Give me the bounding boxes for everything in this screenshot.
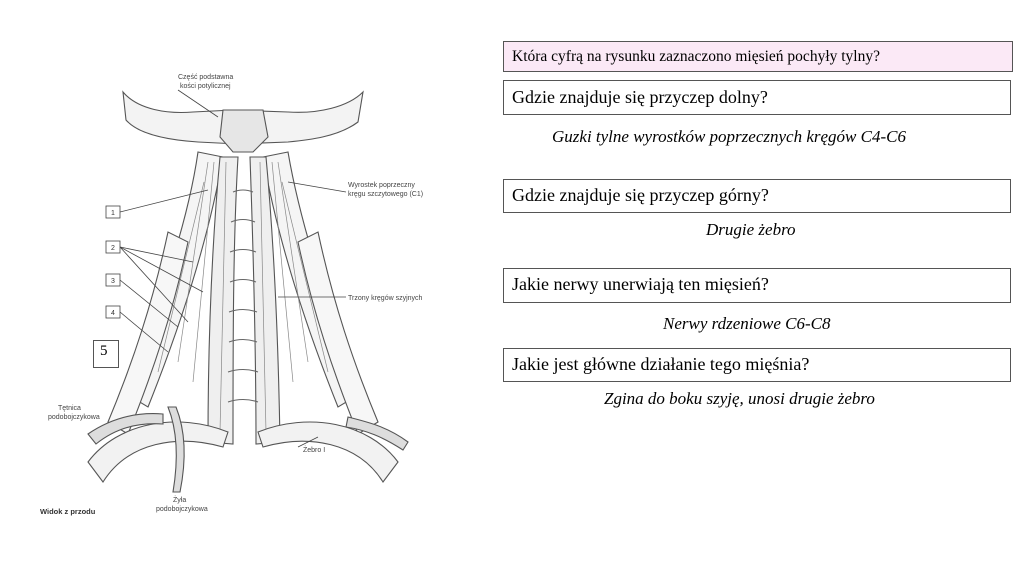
label-artery-2: podobojczykowa — [48, 414, 100, 421]
label-occipital-1: Część podstawna — [178, 74, 234, 81]
label-vein-2: podobojczykowa — [156, 506, 208, 513]
anatomy-drawing — [28, 62, 458, 532]
question-5-box: Jakie jest główne działanie tego mięśnia? — [503, 348, 1011, 382]
label-artery-1: Tętnica — [58, 405, 81, 412]
neck-muscles-illustration — [28, 62, 458, 532]
figure-number-3: 3 — [111, 278, 115, 285]
question-4-box: Jakie nerwy unerwiają ten mięsień? — [503, 268, 1011, 303]
figure-number-1: 1 — [111, 210, 115, 217]
figure-number-2: 2 — [111, 245, 115, 252]
answer-2-text: Guzki tylne wyrostków poprzecznych kręgów C4-C6 — [552, 127, 906, 146]
question-2-box: Gdzie znajduje się przyczep dolny? — [503, 80, 1011, 115]
label-view: Widok z przodu — [40, 507, 96, 516]
label-transverse-1: Wyrostek poprzeczny — [348, 182, 415, 189]
label-occipital-2: kości potylicznej — [180, 83, 231, 90]
label-vertebrae: Trzony kręgów szyjnych — [348, 295, 423, 302]
answer-number-box: 5 — [93, 340, 119, 368]
label-vein-1: Żyła — [173, 497, 187, 504]
answer-4-text: Nerwy rdzeniowe C6-C8 — [663, 314, 831, 333]
label-transverse-2: kręgu szczytowego (C1) — [348, 191, 424, 198]
label-rib: Żebro I — [303, 447, 326, 454]
basilar-part — [220, 110, 268, 152]
subclavian-vein — [168, 407, 184, 492]
answer-3-text: Drugie żebro — [706, 220, 796, 239]
number-boxes — [106, 206, 120, 318]
answer-5-text: Zgina do boku szyję, unosi drugie żebro — [604, 389, 875, 408]
question-3-box: Gdzie znajduje się przyczep górny? — [503, 179, 1011, 213]
question-1-box: Która cyfrą na rysunku zaznaczono mięsień pochyły tylny? — [503, 41, 1013, 72]
figure-number-4: 4 — [111, 310, 115, 317]
